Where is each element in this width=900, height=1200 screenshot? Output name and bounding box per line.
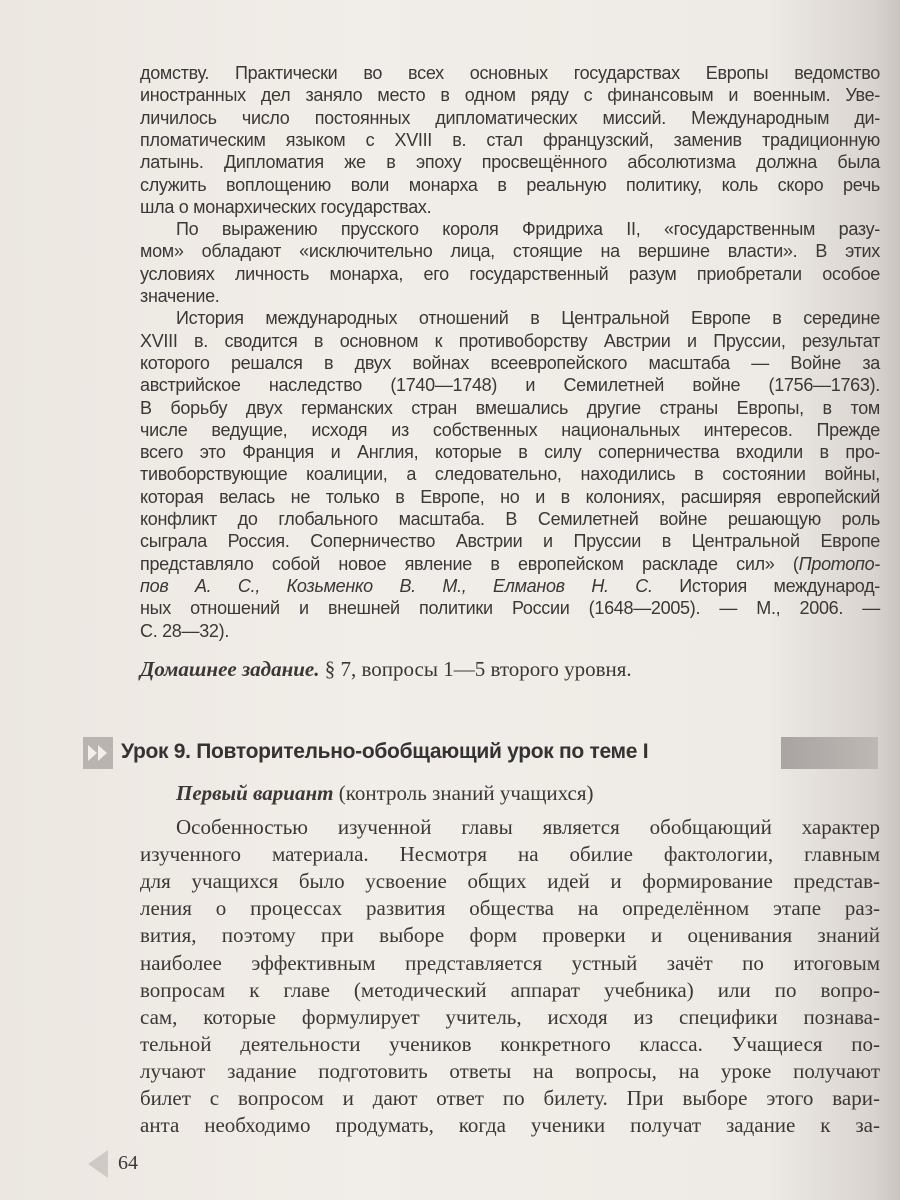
line-text: представляло собой новое явление в европейском раскладе сил» ( [140, 553, 799, 574]
text-line [140, 85, 880, 107]
variant-line [176, 781, 880, 806]
line-text: Особенностью изученной главы является обобщающий характер [176, 815, 880, 839]
double-chevron-icon [83, 737, 113, 769]
text-line [176, 219, 880, 241]
line-text: иностранных дел заняло место в одном ряду с финансовым и военным. Уве- [140, 85, 880, 106]
text-line [140, 487, 880, 509]
line-text: XVIII в. сводится в основном к противоборству Австрии и Пруссии, результат [140, 330, 880, 351]
text-line [140, 464, 880, 486]
text-line [140, 331, 880, 353]
line-text: вопросам к главе (методический аппарат учебника) или по вопро- [140, 977, 880, 1002]
text-line [140, 152, 880, 174]
line-text: для учащихся было усвоение общих идей и формирование представ- [140, 869, 880, 894]
lesson-heading: Урок 9. Повторительно-обобщающий урок по теме I [121, 740, 649, 763]
text-line [140, 509, 880, 531]
line-text: История международ- [652, 575, 880, 596]
text-line [140, 951, 880, 976]
variant-label: Первый вариант [176, 781, 334, 805]
text-line [140, 241, 880, 263]
line-text: значение. [140, 286, 220, 306]
text-line [140, 923, 880, 948]
text-line [140, 420, 880, 442]
homework-line [140, 657, 632, 682]
line-text: служить воплощению воли монарха в реальную политику, коль скоро речь [140, 174, 880, 195]
line-text: ления о процессах развития общества на определённом этапе раз- [140, 896, 880, 921]
text-line [140, 1032, 880, 1057]
line-text: личилось число постоянных дипломатических миссий. Международным ди- [140, 107, 880, 128]
line-text: домству. Практически во всех основных государствах Европы ведомство [140, 63, 880, 83]
page-marker-icon [88, 1150, 108, 1178]
line-text: История международных отношений в Центральной Европе в середине [176, 308, 880, 329]
lesson-heading-band [83, 737, 878, 769]
line-text: пломатическим языком с XVIII в. стал французский, заменив традиционную [140, 129, 880, 150]
text-line [140, 869, 880, 894]
text-line [140, 197, 880, 218]
line-text: мом» обладают «исключительно лица, стоящие на вершине власти». В этих [140, 241, 880, 262]
text-line [140, 108, 880, 130]
text-line [140, 978, 880, 1003]
text-line [140, 375, 880, 397]
line-text: которого решался в двух войнах всеевропейского масштаба — Войне за [140, 352, 880, 373]
line-text: В борьбу двух германских стран вмешались другие страны Европы, в том [140, 397, 880, 418]
variant-text: (контроль знаний учащихся) [333, 781, 594, 805]
text-line [140, 264, 880, 286]
heading-decor-bar [781, 737, 878, 769]
page-number: 64 [118, 1152, 138, 1174]
text-line [140, 286, 880, 307]
text-line [140, 175, 880, 197]
line-text: всего это Франция и Англия, которые в силу соперничества входили в про- [140, 442, 880, 463]
line-text: шла о монархических государствах. [140, 196, 432, 217]
text-line [140, 353, 880, 375]
line-text: числе ведущие, исходя из собственных национальных интересов. Прежде [140, 419, 880, 440]
citation-authors: Протопо- [798, 553, 880, 574]
line-text: австрийское наследство (1740—1748) и Семилетней войне (1756—1763). [140, 375, 880, 396]
text-line [140, 398, 880, 420]
line-text: вития, поэтому при выборе форм проверки и оценивания знаний [140, 923, 880, 948]
text-line [140, 598, 880, 620]
text-line [140, 576, 880, 598]
text-line [140, 1086, 880, 1111]
text-line [176, 308, 880, 330]
line-text: С. 28—32). [140, 620, 230, 641]
text-line [140, 896, 880, 921]
text-line [140, 842, 880, 867]
line-text: конфликт до глобального масштаба. В Семилетней войне решающую роль [140, 509, 880, 529]
line-text: ных отношений и внешней политики России (1648—2005). — М., 2006. — [140, 598, 880, 619]
homework-label: Домашнее задание. [140, 657, 320, 681]
text-line [140, 442, 880, 464]
text-line [140, 63, 880, 85]
line-text: наиболее эффективным представляется устный зачёт по итоговым [140, 950, 880, 975]
line-text: которая велась не только в Европе, но и в колониях, расширяя европейский [140, 486, 880, 507]
line-text: латынь. Дипломатия же в эпоху просвещённого абсолютизма должна была [140, 152, 880, 173]
citation-authors: пов А. С., Козьменко В. М., Елманов Н. С. [140, 575, 653, 596]
text-line [140, 1005, 880, 1030]
line-text: По выражению прусского короля Фридриха II, «государственным разу- [176, 219, 880, 240]
text-line [140, 621, 880, 642]
line-text: тивоборствующие коалиции, а следовательно, находились в состоянии войны, [140, 464, 880, 485]
line-text: лучают задание подготовить ответы на вопросы, на уроке получают [140, 1058, 880, 1083]
homework-text: § 7, вопросы 1—5 второго уровня. [319, 657, 632, 681]
line-text: сам, которые формулирует учитель, исходя из специфики познава- [140, 1004, 880, 1029]
line-text: анта необходимо продумать, когда ученики получат задание к за- [140, 1113, 880, 1138]
line-text: условиях личность монарха, его государственный разум приобретали особое [140, 263, 880, 284]
line-text: изученного материала. Несмотря на обилие фактологии, главным [140, 842, 880, 867]
line-text: сыграла Россия. Соперничество Австрии и Пруссии в Центральной Европе [140, 531, 880, 552]
text-line [140, 531, 880, 553]
text-line [176, 815, 880, 840]
text-line [140, 554, 880, 576]
line-text: тельной деятельности учеников конкретного класса. Учащиеся по- [140, 1031, 880, 1056]
text-line [140, 1059, 880, 1084]
line-text: билет с вопросом и дают ответ по билету. При выборе этого вари- [140, 1086, 880, 1110]
text-line [140, 1113, 880, 1138]
text-line [140, 130, 880, 152]
